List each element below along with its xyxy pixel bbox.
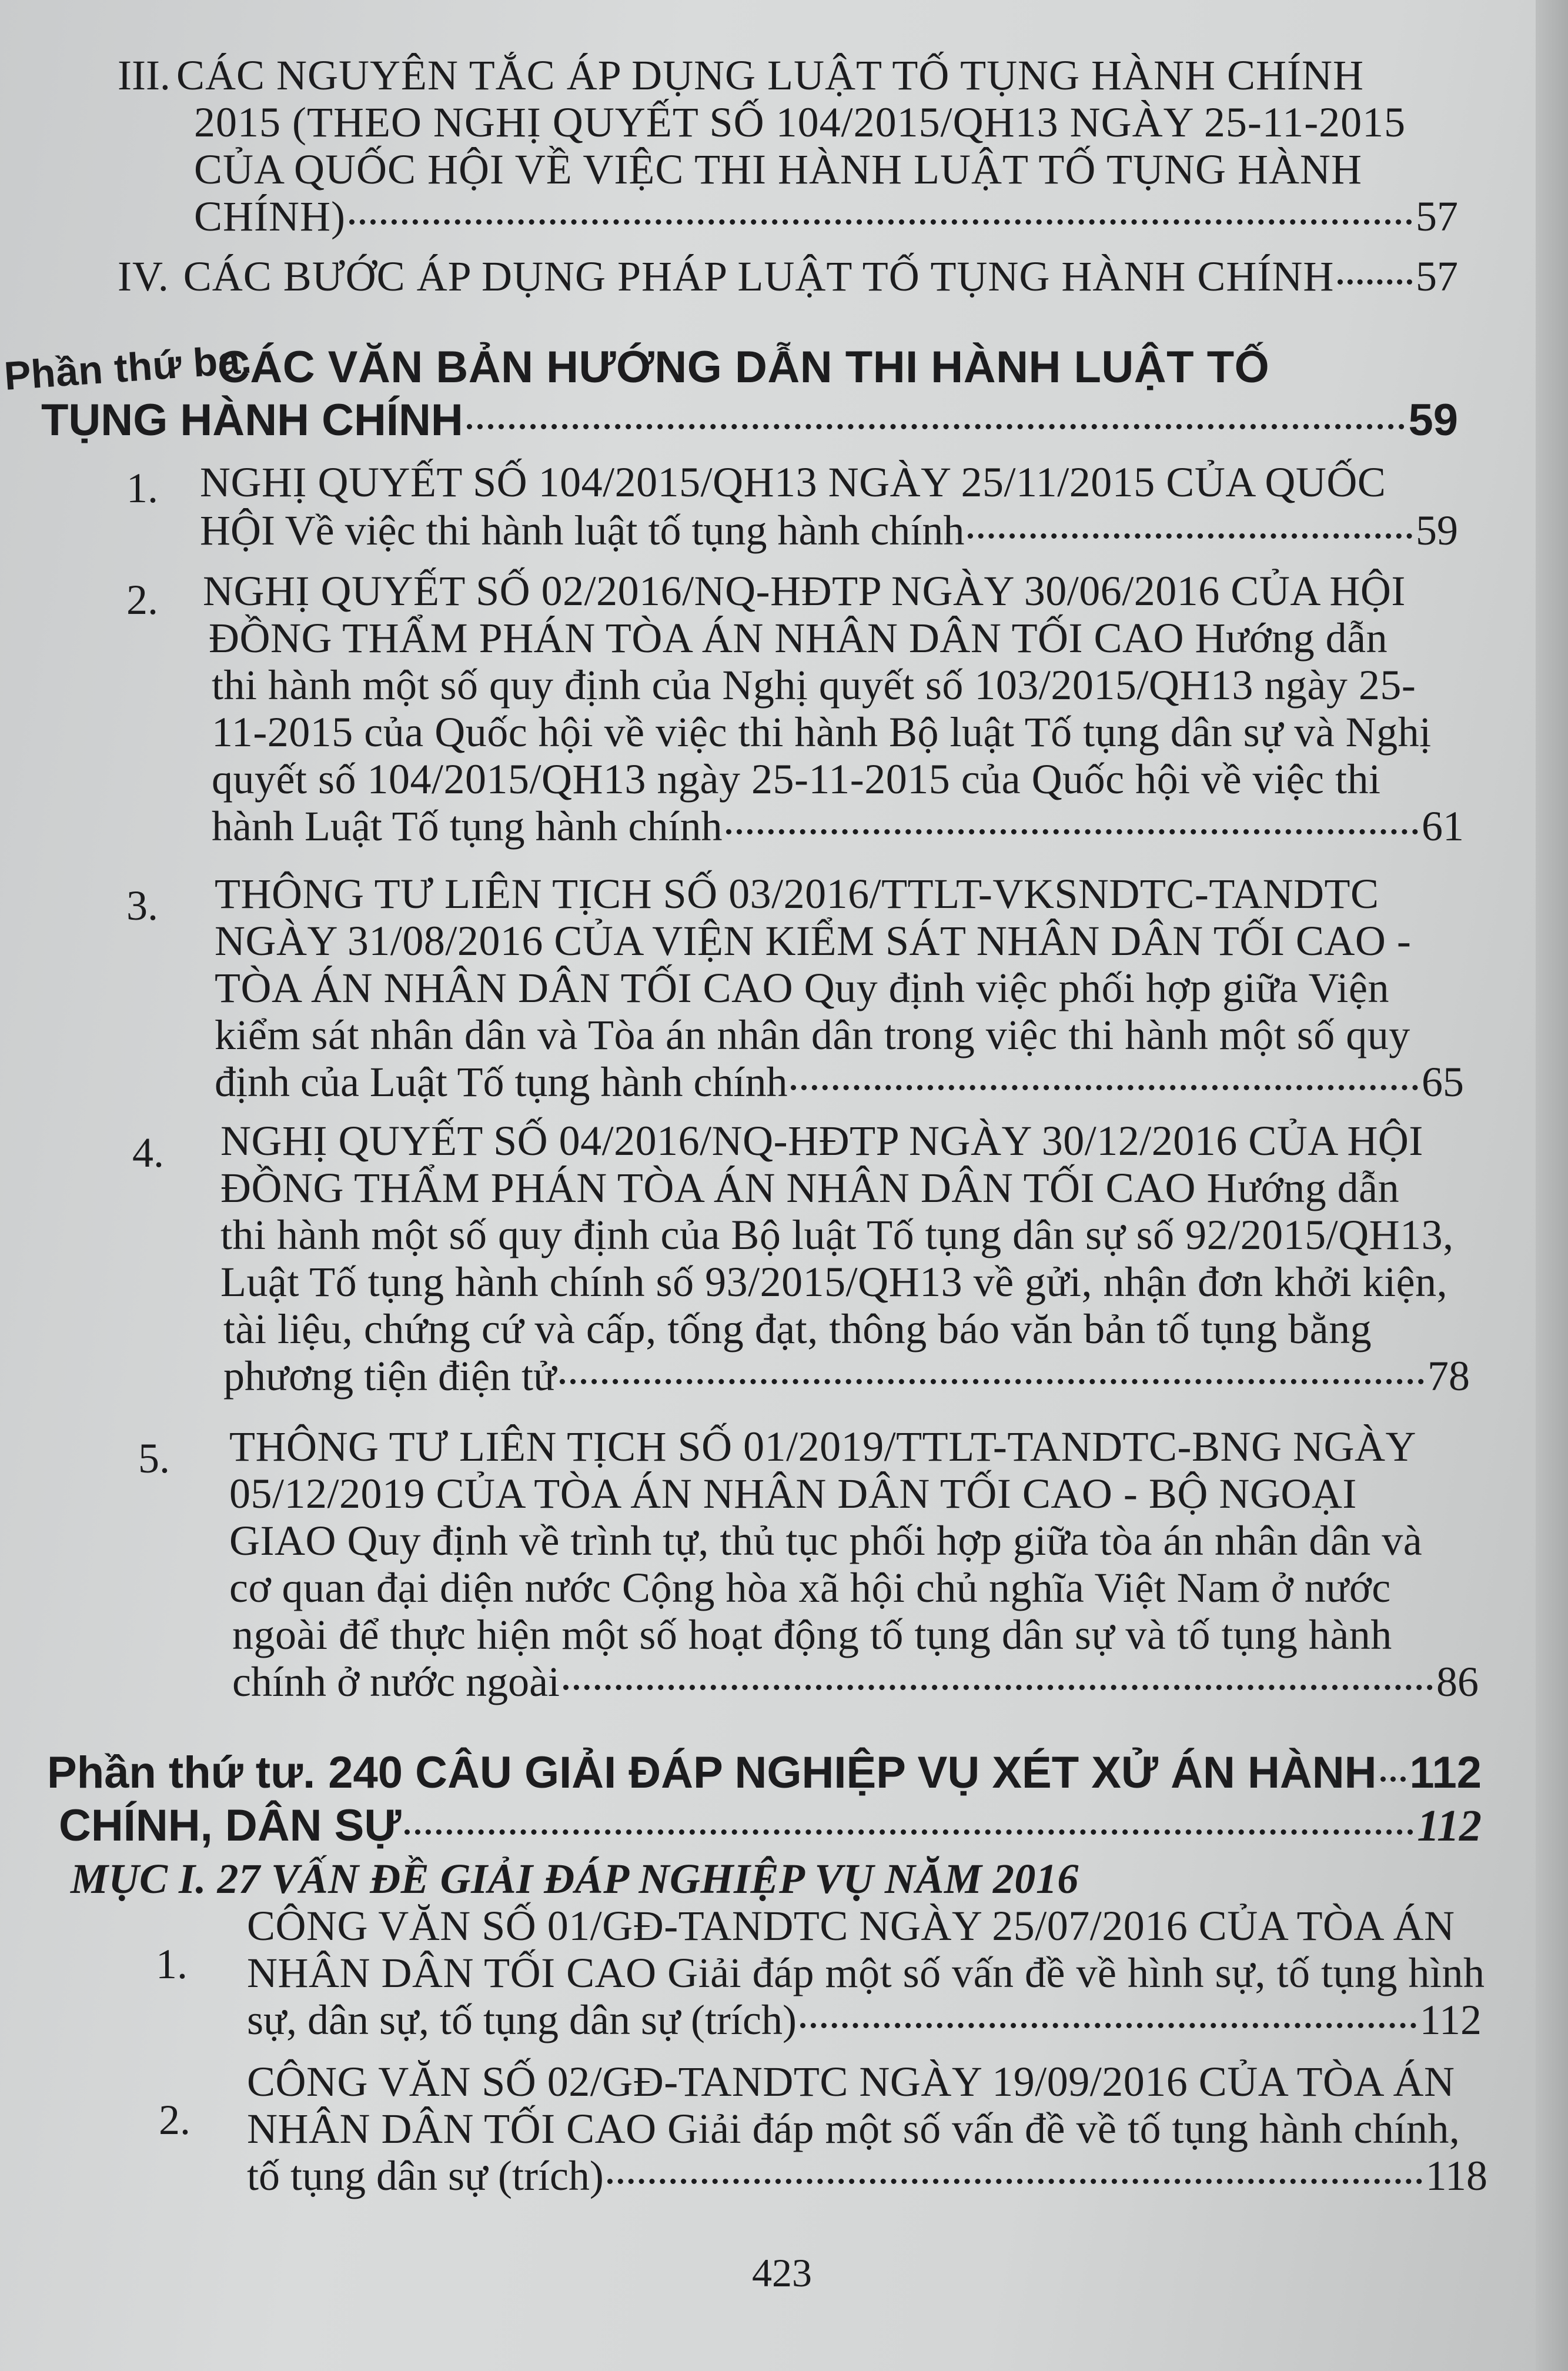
- page-ref: 112: [1409, 1748, 1482, 1798]
- entry-line: CÁC BƯỚC ÁP DỤNG PHÁP LUẬT TỐ TỤNG HÀNH CHÍNH: [183, 253, 1335, 300]
- entry-line: THÔNG TƯ LIÊN TỊCH SỐ 01/2019/TTLT-TANDTC-BNG NGÀY: [229, 1423, 1417, 1470]
- part-title-line: CÁC VĂN BẢN HƯỚNG DẪN THI HÀNH LUẬT TỐ: [218, 342, 1270, 392]
- entry-line: GIAO Quy định về trình tự, thủ tục phối hợp giữa tòa án nhân dân và: [229, 1517, 1423, 1564]
- dot-leader: [349, 219, 1412, 225]
- entry-line: thi hành một số quy định của Nghị quyết số 103/2015/QH13 ngày 25-: [212, 662, 1416, 709]
- entry-line: CỦA QUỐC HỘI VỀ VIỆC THI HÀNH LUẬT TỐ TỤNG HÀNH: [194, 146, 1362, 193]
- entry-line: CHÍNH): [194, 193, 346, 240]
- entry-line: tố tụng dân sự (trích): [247, 2152, 604, 2199]
- entry-line: ngoài để thực hiện một số hoạt động tố tụng dân sự và tố tụng hành: [232, 1611, 1392, 1658]
- entry-line: NHÂN DÂN TỐI CAO Giải đáp một số vấn đề về hình sự, tố tụng hình: [247, 1949, 1485, 1996]
- entry-line: phương tiện điện tử: [223, 1353, 557, 1400]
- entry-line: ĐỒNG THẨM PHÁN TÒA ÁN NHÂN DÂN TỐI CAO Hướng dẫn: [209, 615, 1388, 662]
- entry-line: NGHỊ QUYẾT SỐ 104/2015/QH13 NGÀY 25/11/2015 CỦA QUỐC: [200, 459, 1386, 506]
- entry-leader-line: [59, 1802, 1482, 1849]
- entry-line: cơ quan đại diện nước Cộng hòa xã hội chủ nghĩa Việt Nam ở nước: [229, 1564, 1391, 1611]
- dot-leader: [607, 2179, 1422, 2184]
- part-title-line: CHÍNH, DÂN SỰ: [59, 1801, 402, 1851]
- entry-number: 1.: [126, 465, 158, 512]
- entry-number: 1.: [156, 1941, 188, 1988]
- entry-line: NHÂN DÂN TỐI CAO Giải đáp một số vấn đề về tố tụng hành chính,: [247, 2105, 1460, 2152]
- entry-leader-line: [41, 397, 1458, 444]
- part-label: Phần thứ ba.: [2, 336, 253, 399]
- entry-number: 2.: [126, 576, 158, 623]
- dot-leader: [1338, 279, 1412, 285]
- entry-line: 11-2015 của Quốc hội về việc thi hành Bộ luật Tố tụng dân sự và Nghị: [212, 709, 1432, 756]
- entry-line: HỘI Về việc thi hành luật tố tụng hành chính: [200, 507, 965, 554]
- entry-line: NGHỊ QUYẾT SỐ 04/2016/NQ-HĐTP NGÀY 30/12/2016 CỦA HỘI: [220, 1117, 1423, 1164]
- dot-leader: [563, 1685, 1433, 1690]
- page-ref: 86: [1436, 1658, 1479, 1705]
- entry-number: 5.: [138, 1435, 170, 1482]
- part-title-line: 240 CÂU GIẢI ĐÁP NGHIỆP VỤ XÉT XỬ ÁN HÀNH: [328, 1748, 1377, 1798]
- entry-line: kiểm sát nhân dân và Tòa án nhân dân trong việc thi hành một số quy: [215, 1011, 1410, 1058]
- dot-leader: [404, 1829, 1413, 1835]
- section-title: MỤC I. 27 VẤN ĐỀ GIẢI ĐÁP NGHIỆP VỤ NĂM 2016: [71, 1855, 1079, 1902]
- entry-leader-line: [118, 253, 1458, 300]
- entry-leader-line: [47, 1749, 1482, 1796]
- entry-line: CÁC NGUYÊN TẮC ÁP DỤNG LUẬT TỐ TỤNG HÀNH CHÍNH: [176, 52, 1365, 99]
- page-ref: 59: [1408, 395, 1458, 445]
- page-ref: 112: [1417, 1801, 1482, 1851]
- entry-leader-line: [223, 1353, 1470, 1400]
- page-ref: 59: [1416, 507, 1458, 554]
- dot-leader: [791, 1085, 1418, 1090]
- entry-line: định của Luật Tố tụng hành chính: [215, 1058, 788, 1106]
- entry-number: 4.: [132, 1129, 164, 1176]
- entry-line: sự, dân sự, tố tụng dân sự (trích): [247, 1996, 797, 2043]
- entry-line: Luật Tố tụng hành chính số 93/2015/QH13 về gửi, nhận đơn khởi kiện,: [220, 1258, 1448, 1305]
- part-label: Phần thứ tư.: [47, 1748, 316, 1798]
- entry-line: NGÀY 31/08/2016 CỦA VIỆN KIỂM SÁT NHÂN DÂN TỐI CAO -: [215, 917, 1412, 964]
- dot-leader: [1380, 1776, 1406, 1782]
- dot-leader: [800, 2023, 1416, 2028]
- entry-number: III.: [118, 52, 170, 99]
- entry-number: 2.: [159, 2096, 190, 2143]
- page-number: 423: [752, 2250, 812, 2295]
- entry-line: thi hành một số quy định của Bộ luật Tố tụng dân sự số 92/2015/QH13,: [220, 1211, 1454, 1258]
- entry-leader-line: [200, 507, 1458, 554]
- page-ref: 118: [1425, 2152, 1487, 2199]
- page-ref: 57: [1416, 253, 1458, 300]
- entry-line: quyết số 104/2015/QH13 ngày 25-11-2015 của Quốc hội về việc thi: [212, 756, 1381, 803]
- page-edge: [1536, 0, 1568, 2371]
- entry-line: chính ở nước ngoài: [232, 1658, 560, 1705]
- entry-leader-line: [247, 1996, 1482, 2043]
- page-ref: 57: [1416, 193, 1458, 240]
- page-ref: 112: [1419, 1996, 1482, 2043]
- entry-line: ĐỒNG THẨM PHÁN TÒA ÁN NHÂN DÂN TỐI CAO Hướng dẫn: [220, 1164, 1400, 1211]
- page-ref: 65: [1422, 1058, 1464, 1106]
- dot-leader: [726, 829, 1419, 834]
- entry-leader-line: [212, 803, 1464, 850]
- entry-line: 05/12/2019 CỦA TÒA ÁN NHÂN DÂN TỐI CAO - BỘ NGOẠI: [229, 1470, 1357, 1517]
- entry-number: IV.: [118, 253, 169, 300]
- dot-leader: [467, 424, 1405, 429]
- entry-number: 3.: [126, 882, 158, 929]
- page-ref: 78: [1427, 1353, 1470, 1400]
- entry-leader-line: [232, 1658, 1479, 1705]
- part-title-line: TỤNG HÀNH CHÍNH: [41, 395, 463, 445]
- dot-leader: [560, 1379, 1424, 1384]
- entry-leader-line: [215, 1058, 1464, 1106]
- entry-line: CÔNG VĂN SỐ 01/GĐ-TANDTC NGÀY 25/07/2016 CỦA TÒA ÁN: [247, 1902, 1455, 1949]
- entry-line: THÔNG TƯ LIÊN TỊCH SỐ 03/2016/TTLT-VKSNDTC-TANDTC: [215, 870, 1379, 917]
- entry-line: tài liệu, chứng cứ và cấp, tống đạt, thông báo văn bản tố tụng bằng: [223, 1305, 1372, 1353]
- entry-line: CÔNG VĂN SỐ 02/GĐ-TANDTC NGÀY 19/09/2016 CỦA TÒA ÁN: [247, 2058, 1455, 2105]
- entry-leader-line: [194, 193, 1458, 240]
- entry-line: NGHỊ QUYẾT SỐ 02/2016/NQ-HĐTP NGÀY 30/06/2016 CỦA HỘI: [203, 567, 1406, 615]
- dot-leader: [968, 533, 1412, 539]
- entry-line: 2015 (THEO NGHỊ QUYẾT SỐ 104/2015/QH13 NGÀY 25-11-2015: [194, 99, 1406, 146]
- entry-line: TÒA ÁN NHÂN DÂN TỐI CAO Quy định việc phối hợp giữa Viện: [215, 964, 1389, 1011]
- entry-line: hành Luật Tố tụng hành chính: [212, 803, 723, 850]
- page-ref: 61: [1422, 803, 1464, 850]
- entry-leader-line: [247, 2152, 1487, 2199]
